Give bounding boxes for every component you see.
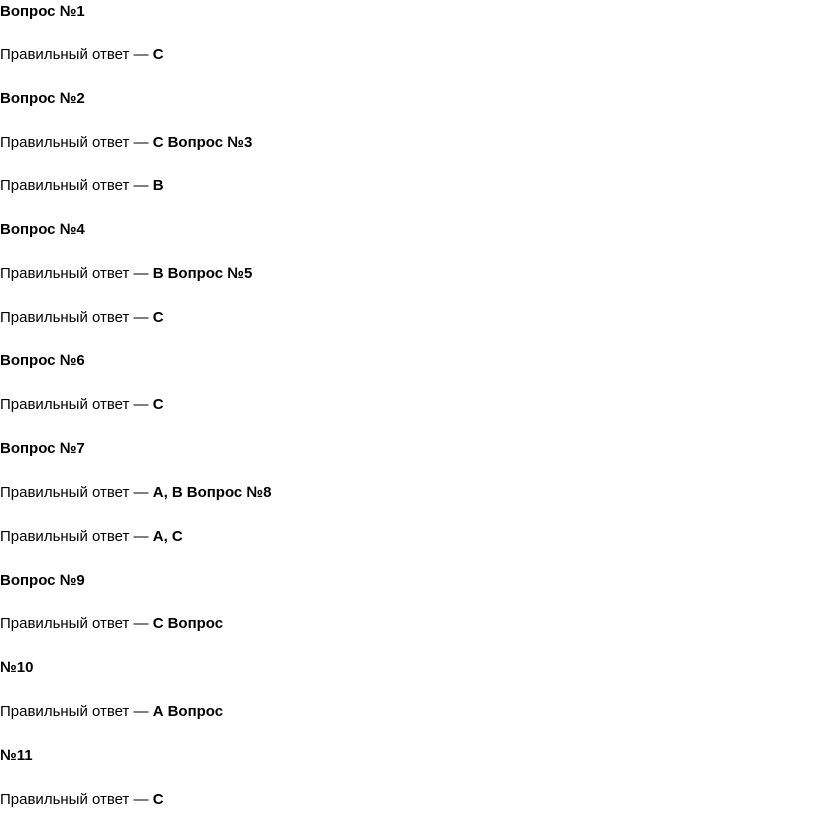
question-heading: Вопрос №6: [0, 352, 85, 369]
answer-value: C: [152, 791, 164, 808]
question-heading-inline: Вопрос: [167, 615, 224, 632]
answer-line: [0, 483, 272, 503]
answer-value: A, C: [152, 528, 183, 545]
answer-label: Правильный ответ —: [0, 791, 153, 808]
answer-line: [0, 790, 164, 810]
answer-value: C: [152, 309, 164, 326]
answer-line: [0, 176, 164, 196]
answer-value: C: [152, 615, 164, 632]
question-heading: Вопрос №7: [0, 440, 85, 457]
answer-line: [0, 264, 252, 284]
answer-label: Правильный ответ —: [0, 265, 153, 282]
answer-value: C: [152, 46, 164, 63]
question-heading-inline: Вопрос №8: [186, 484, 272, 501]
answer-label: Правильный ответ —: [0, 703, 153, 720]
answer-label: Правильный ответ —: [0, 528, 153, 545]
answer-label: Правильный ответ —: [0, 46, 153, 63]
question-heading: Вопрос №2: [0, 90, 85, 107]
answer-line: [0, 308, 164, 328]
question-heading: №11: [0, 747, 33, 764]
answer-label: Правильный ответ —: [0, 309, 153, 326]
question-heading: Вопрос №4: [0, 221, 85, 238]
answer-line: [0, 702, 223, 722]
answer-line: [0, 614, 223, 634]
answer-line: [0, 133, 252, 153]
question-heading: Вопрос №9: [0, 572, 85, 589]
answer-line: [0, 395, 164, 415]
answer-value: C: [152, 134, 164, 151]
question-heading-inline: Вопрос №5: [167, 265, 253, 282]
answer-value: B: [152, 265, 164, 282]
answer-label: Правильный ответ —: [0, 396, 153, 413]
question-heading-inline: Вопрос: [167, 703, 224, 720]
answer-line: [0, 45, 164, 65]
answer-label: Правильный ответ —: [0, 134, 153, 151]
answer-line: [0, 527, 183, 547]
question-heading: Вопрос №1: [0, 3, 85, 20]
answer-label: Правильный ответ —: [0, 484, 153, 501]
answer-label: Правильный ответ —: [0, 615, 153, 632]
question-heading: №10: [0, 659, 34, 676]
question-heading-inline: Вопрос №3: [167, 134, 253, 151]
answer-label: Правильный ответ —: [0, 177, 153, 194]
answer-value: A, B: [152, 484, 183, 501]
answer-value: C: [152, 396, 164, 413]
answer-value: A: [152, 703, 164, 720]
answer-value: B: [152, 177, 164, 194]
